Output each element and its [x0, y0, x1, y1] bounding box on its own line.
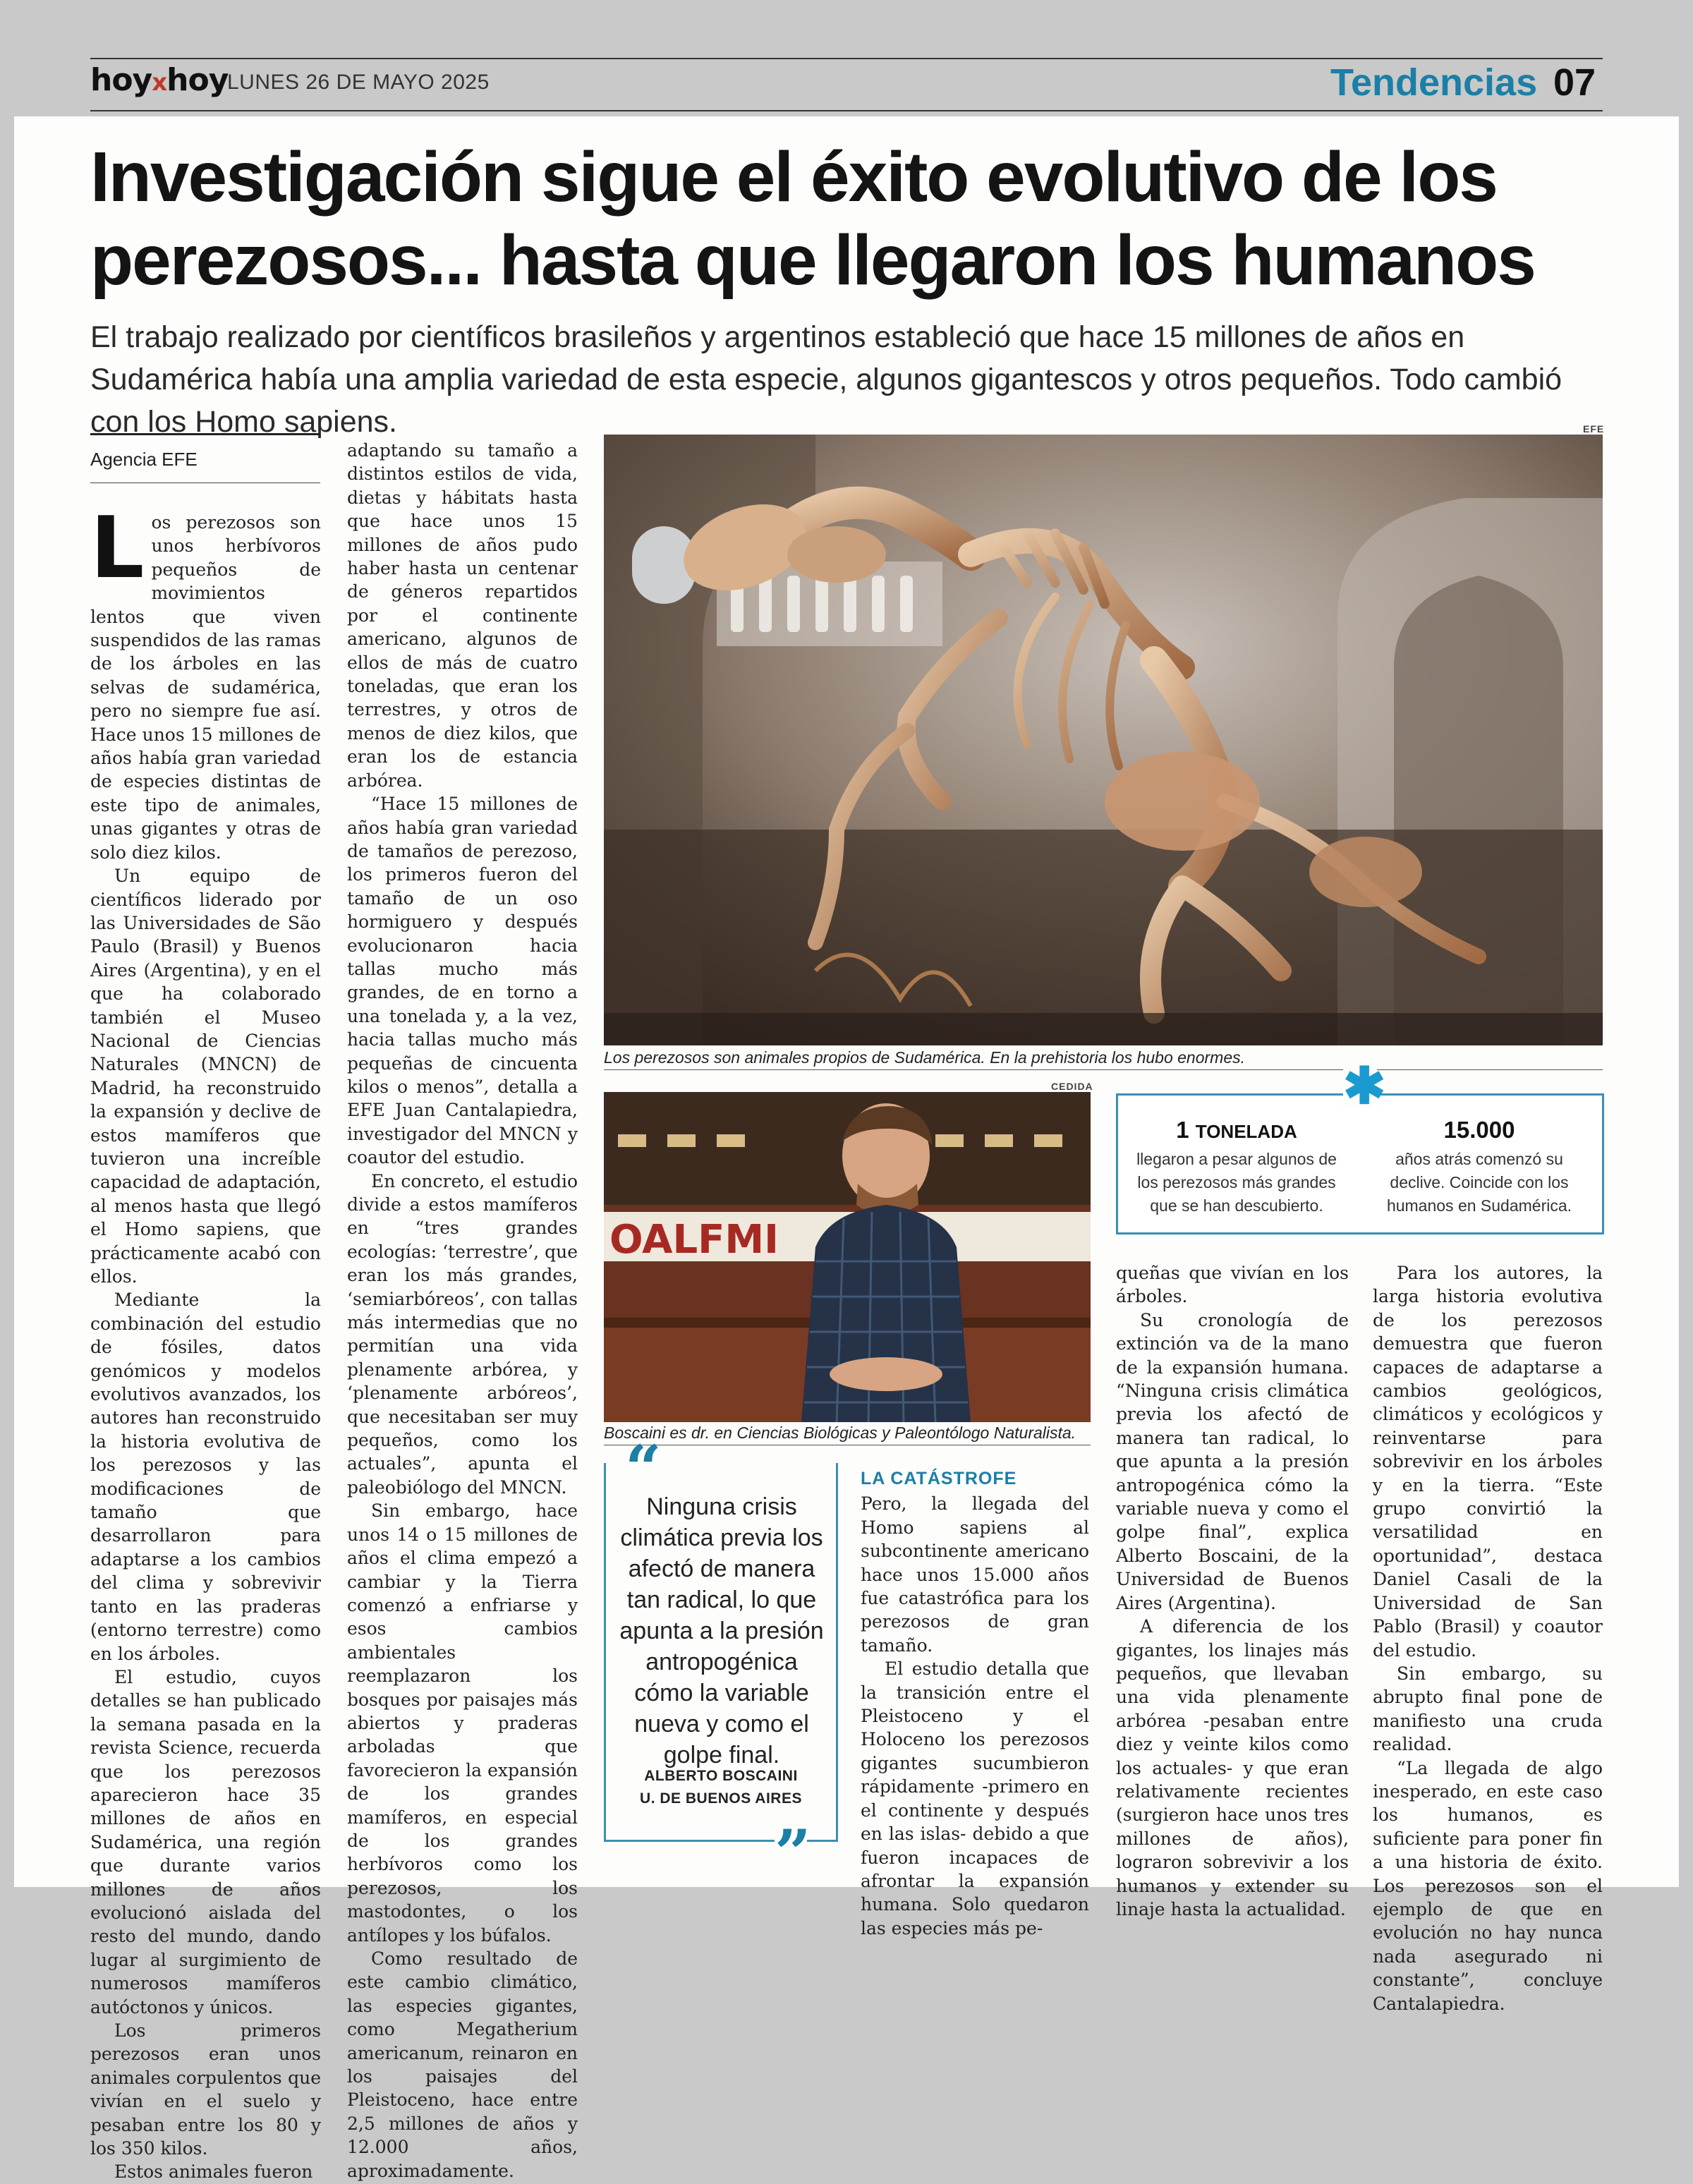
paragraph: En concreto, el estudio divide a estos mamíferos en “tres grandes ecologías: ‘terrestre’, que eran los más grandes, ‘semiarbóreos’, con tallas más intermedias que no permitían una vida plenamente arbórea, y ‘plenamente arbóreos’, que necesitaban ser muy pequeños, como los actuales”, apunta el paleobiólogo del MNCN.	[347, 1170, 578, 1498]
paragraph: El estudio detalla que la transición entre el Pleistoceno y el Holoceno los perezosos gigantes sucumbieron rápidamente -primero en el continente y después en las islas- debido a que fueron incapaces de afrontar la expansión humana. Solo quedaron las especies más pe-	[861, 1658, 1089, 1939]
paragraph: Como resultado de este cambio climático, las especies gigantes, como Megatherium americanum, reinaron en los paisajes del Pleistoceno, hace entre 2,5 millones de años y 12.000 años, aproximadamente.	[347, 1948, 578, 2181]
portrait-photo	[604, 1092, 1091, 1422]
article-column-1	[90, 499, 321, 2184]
photo-caption: Los perezosos son animales propios de Sudamérica. En la prehistoria los hubo enormes.	[604, 1048, 1246, 1067]
pull-quote-text: Ninguna crisis climática previa los afectó de manera tan radical, lo que apunta a la presión antropogénica cómo la variable nueva y como el golpe final.	[619, 1493, 824, 1769]
quote-affiliation: U. DE BUENOS AIRES	[640, 1790, 802, 1807]
newspaper-logo: hoyxhoy	[90, 62, 229, 98]
stats-box	[1116, 1093, 1604, 1234]
headline: Investigación sigue el éxito evolutivo de los perezosos... hasta que llegaron los humanos	[90, 138, 1535, 300]
article-column-2	[347, 439, 578, 2183]
drop-cap: L	[90, 499, 145, 597]
quote-author: ALBERTO BOSCAINI	[644, 1768, 798, 1784]
photo-credit-2: CEDIDA	[1051, 1081, 1093, 1092]
issue-date: LUNES 26 DE MAYO 2025	[227, 71, 490, 94]
paragraph: Pero, la llegada del Homo sapiens al subcontinente americano hace unos 15.000 años fue catastrófica para los perezosos de gran tamaño.	[861, 1493, 1089, 1656]
paragraph: Los perezosos son unos herbívoros pequeños de movimientos lentos que viven suspendidos de las ramas de los árboles en las selvas de sudamérica, pero no siempre fue así. Hace unos 15 millones de años había gran variedad de especies distintas de este tipo de animales, unas gigantes y otras de solo diez kilos.	[90, 499, 321, 863]
deck: El trabajo realizado por científicos brasileños y argentinos estableció que hace 15 millones de años en Sudamérica había una amplia variedad de esta especie, algunos gigantescos y otros pequeños. Todo cambió con los Homo sapiens.	[90, 320, 1562, 439]
paragraph: Mediante la combinación del estudio de fósiles, datos genómicos y modelos evolutivos avanzados, los autores han reconstruido la historia evolutiva de los perezosos y las modificaciones de tamaño que desarrollaron para adaptarse a los cambios del clima y sobrevivir tanto en las praderas (entorno terrestre) como en los árboles.	[90, 1290, 321, 1664]
paragraph: Estos animales fueron	[114, 2161, 313, 2183]
caption-rule	[604, 1069, 1603, 1070]
paragraph: “La llegada de algo inesperado, en este caso los humanos, es suficiente para poner fin a una historia de éxito. Los perezosos son el ejemplo de que en evolución no hay nunca nada asegurado ni constante”, concluye Cantalapiedra.	[1373, 1757, 1603, 2014]
scientist-portrait-illustration	[604, 1092, 1091, 1422]
stat-weight: 1 TONELADA llegaron a pesar algunos de los perezosos más grandes que se han descubierto.	[1136, 1117, 1337, 1215]
paragraph: “Hace 15 millones de años había gran variedad de tamaños de perezoso, los primeros fueron del tamaño de un oso hormiguero y después evolucionaron hacia tallas mucho más grandes, de en torno a una tonelada y, a la vez, hacia tallas mucho más pequeñas de cincuenta kilos o menos”, detalla a EFE Juan Cantalapiedra, investigador del MNCN y coautor del estudio.	[347, 794, 578, 1168]
section-name: Tendencias	[1330, 61, 1538, 104]
close-quote-icon: ”	[775, 1816, 811, 1891]
paragraph: queñas que vivían en los árboles.	[1116, 1263, 1349, 1307]
byline-rule-top	[90, 433, 320, 435]
page-number: 07	[1553, 61, 1596, 104]
sloth-skeleton-photo	[604, 435, 1603, 1045]
paragraph: Los primeros perezosos eran unos animales corpulentos que vivían en el suelo y pesaban entre los 80 y los 350 kilos.	[90, 2020, 321, 2159]
paragraph: Su cronología de extinción va de la mano de la expansión humana. “Ninguna crisis climática previa los afectó de manera tan radical, lo que apunta a la presión antropogénica cómo la variable nueva y como el golpe final”, explica Alberto Boscaini, de la Universidad de Buenos Aires (Argentina).	[1116, 1309, 1349, 1613]
article-column-6	[1116, 1261, 1349, 1921]
byline: Agencia EFE	[90, 449, 198, 470]
paragraph: Sin embargo, su abrupto final pone de manifiesto una cruda realidad.	[1373, 1663, 1603, 1755]
photo-credit: EFE	[1583, 423, 1605, 435]
paragraph: El estudio, cuyos detalles se han publicado la semana pasada en la revista Science, recuerda que los perezosos aparecieron hace 35 millones de años en Sudamérica, una región que durante varios millones de años evolucionó aislada del resto del mundo, dando lugar al surgimiento de numerosos mamíferos autóctonos y únicos.	[90, 1666, 321, 2018]
sloth-skeleton-illustration	[604, 435, 1603, 1045]
paragraph: Para los autores, la larga historia evolutiva de los perezosos demuestra que fueron capaces de adaptarse a cambios geológicos, climáticos y ecológicos y reinventarse para sobrevivir en los árboles y en la tierra. “Este grupo convirtió la versatilidad en oportunidad”, destaca Daniel Casali de la Universidad de San Pablo (Brasil) y coautor del estudio.	[1373, 1263, 1603, 1661]
paragraph: A diferencia de los gigantes, los linajes más pequeños, que llevaban una vida plenamente arbórea -pesaban entre diez y veinte kilos como los actuales- y que eran relativamente recientes (surgieron hace unos tres millones de años), lograron sobrevivir a los humanos y extender su linaje hasta la actualidad.	[1116, 1616, 1349, 1919]
article-column-7	[1373, 1261, 1603, 2015]
paragraph: adaptando su tamaño a distintos estilos de vida, dietas y hábitats hasta que hace unos 15 millones de años pudo haber hasta un centenar de géneros repartidos por el continente americano, algunos de ellos de más de cuatro toneladas, que eran los terrestres, y otros de menos de diez kilos, que eran los de estancia arbórea.	[347, 440, 578, 791]
banner-text: OALFMI	[609, 1217, 779, 1263]
open-quote-icon: “	[625, 1431, 662, 1506]
article-column-5	[861, 1467, 1089, 1940]
paragraph: Un equipo de científicos liderado por las Universidades de São Paulo (Brasil) y Buenos Aires (Argentina), y en el que ha colaborado también el Museo Nacional de Ciencias Naturales (MNCN) de Madrid, ha reconstruido la expansión y declive de estos mamíferos que tuvieron una increíble capacidad de adaptación, al menos hasta que llegó el Homo sapiens, que prácticamente acabó con ellos.	[90, 866, 321, 1287]
subhead: LA CATÁSTROFE	[861, 1469, 1017, 1488]
asterisk-icon: ✱	[1343, 1058, 1386, 1115]
portrait-caption: Boscaini es dr. en Ciencias Biológicas y Paleontólogo Naturalista.	[604, 1424, 1076, 1442]
pull-quote-box	[604, 1463, 838, 1842]
paragraph: Sin embargo, hace unos 14 o 15 millones de años el clima empezó a cambiar y la Tierra comenzó a enfriarse y esos cambios ambientales reemplazaron los bosques por paisajes más abiertos y praderas arboladas que favorecieron la expansión de los grandes mamíferos, en especial de los grandes herbívoros como los perezosos, los mastodontes, o los antílopes y los búfalos.	[347, 1500, 578, 1946]
stat-years: 15.000 años atrás comenzó su declive. Coincide con los humanos en Sudamérica.	[1386, 1117, 1572, 1215]
